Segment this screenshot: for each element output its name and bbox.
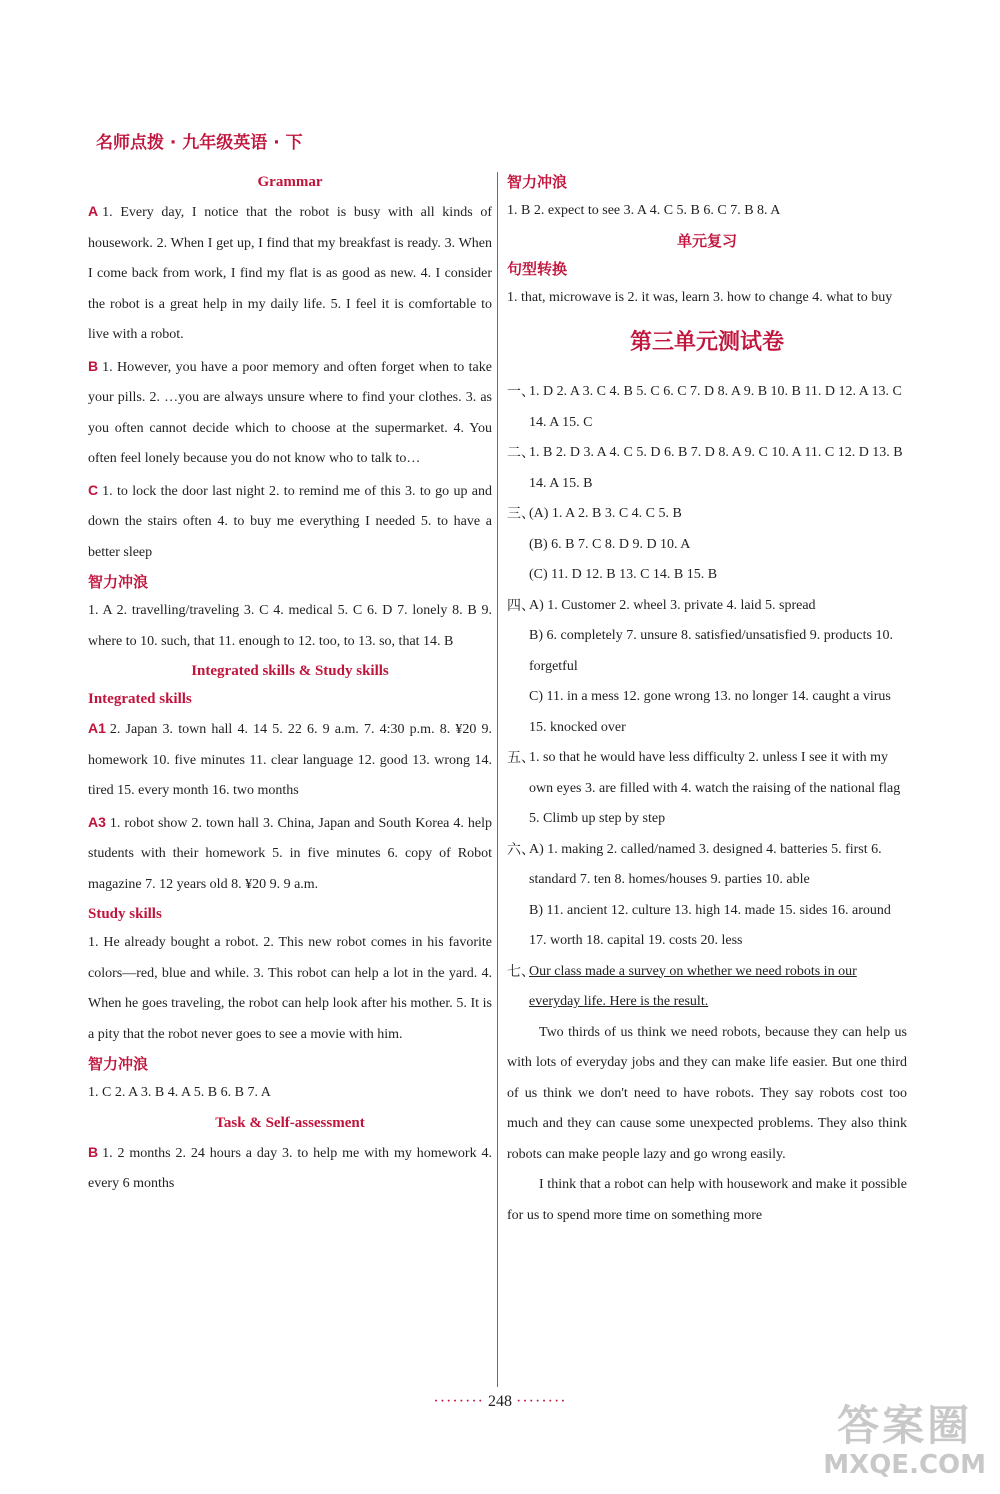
section-number: 六、 <box>507 841 535 858</box>
test-section-1 <box>507 377 907 438</box>
section-answers: 1. so that he would have less difficulty 2. unless I see it with my own eyes 3. are filled with 4. watch the raising of the national flag 5. Climb up step by step <box>529 750 901 826</box>
page-dots-left: ········ <box>433 1393 484 1410</box>
answer-text: 1. 2 months 2. 24 hours a day 3. to help me with my homework 4. every 6 months <box>88 1145 492 1191</box>
study-skills-answers: 1. He already bought a robot. 2. This new robot comes in his favorite colors—red, blue and while. 3. This robot can help a lot in the yard. 4. When he goes traveling, the robot can help look after his mother. 5. It is a pity that the robot never goes to see a movie with him. <box>88 935 492 1042</box>
section-part-a: (A) 1. A 2. B 3. C 4. C 5. B <box>529 506 682 521</box>
test-section-4 <box>507 591 907 744</box>
page-number-text: 248 <box>488 1393 512 1410</box>
test-section-7 <box>507 957 907 1018</box>
zhili-heading-1: 智力冲浪 <box>88 573 149 591</box>
section-part-b: B) 11. ancient 12. culture 13. high 14. made 15. sides 16. around 17. worth 18. capital 19. costs 20. less <box>529 902 891 948</box>
test-section-3 <box>507 499 907 591</box>
zhili-answers-3: 1. B 2. expect to see 3. A 4. C 5. B 6. C 7. B 8. A <box>507 203 781 218</box>
section-answers: 1. B 2. D 3. A 4. C 5. D 6. B 7. D 8. A 9. C 10. A 11. C 12. D 13. B 14. A 15. B <box>529 445 903 491</box>
right-column <box>507 168 907 1231</box>
section-tag: B <box>88 1143 99 1160</box>
section-part-b: B) 6. completely 7. unsure 8. satisfied/unsatisfied 9. products 10. forgetful <box>529 628 893 674</box>
section-part-c: C) 11. in a mess 12. gone wrong 13. no longer 14. caught a virus 15. knocked over <box>529 689 891 735</box>
section-part-c: (C) 11. D 12. B 13. C 14. B 15. B <box>529 567 718 582</box>
sentence-transform-heading: 句型转换 <box>507 259 568 278</box>
section-part-a: A) 1. Customer 2. wheel 3. private 4. laid 5. spread <box>529 597 816 613</box>
watermark-logo <box>823 1402 986 1480</box>
test-section-5 <box>507 743 907 835</box>
essay-paragraph-2: I think that a robot can help with housework and make it possible for us to spend more time on something more <box>507 1177 907 1223</box>
answer-text: 1. robot show 2. town hall 3. China, Japan and South Korea 4. help students with their homework 5. in five minutes 6. copy of Robot magazine 7. 12 years old 8. ¥20 9. 9 a.m. <box>88 815 492 892</box>
section-number: 七、 <box>507 963 535 980</box>
task-heading: Task & Self-assessment <box>215 1114 365 1131</box>
watermark-line-2: MXQE.COM <box>823 1450 986 1480</box>
section-tag: B <box>88 357 99 374</box>
zhili-answers-1: 1. A 2. travelling/traveling 3. C 4. medical 5. C 6. D 7. lonely 8. B 9. where to 10. such, that 11. enough to 12. too, to 13. so, that 14. B <box>88 603 492 649</box>
section-number: 二、 <box>507 445 535 461</box>
unit-test-title: 第三单元测试卷 <box>629 330 784 355</box>
section-part-a: A) 1. making 2. called/named 3. designed 4. batteries 5. first 6. standard 7. ten 8. homes/houses 9. parties 10. able <box>529 841 882 887</box>
left-column <box>88 168 492 1200</box>
integrated-skills-heading: Integrated skills <box>88 691 192 707</box>
section-tag: C <box>88 481 99 498</box>
test-section-2 <box>507 438 907 499</box>
answer-block-c <box>88 475 492 569</box>
answer-block-b <box>88 351 492 475</box>
section-answers: 1. D 2. A 3. C 4. B 5. C 6. C 7. D 8. A 9. B 10. B 11. D 12. A 13. C 14. A 15. C <box>529 384 902 430</box>
unit-review-heading: 单元复习 <box>676 231 737 250</box>
page-dots-right: ········ <box>516 1393 567 1410</box>
zhili-heading-2: 智力冲浪 <box>88 1055 149 1073</box>
task-answer-block-b <box>88 1137 492 1200</box>
column-divider <box>497 172 498 1387</box>
answer-text: 1. However, you have a poor memory and often forget when to take your pills. 2. …you are always unsure where to find your clothes. 3. as you often cannot decide which to choose at the supermarket. 4. You often feel lonely because you do not know who to talk to… <box>88 359 492 466</box>
watermark-line-1: 答案圈 <box>837 1401 973 1450</box>
essay-title: Our class made a survey on whether we need robots in our everyday life. Here is the result. <box>529 963 857 1009</box>
section-tag: A <box>88 203 99 219</box>
section-number: 五、 <box>507 750 535 766</box>
sentence-transform-answers: 1. that, microwave is 2. it was, learn 3. how to change 4. what to buy <box>507 289 893 305</box>
section-number: 一、 <box>507 384 535 400</box>
running-header: 名师点拨 · 九年级英语 · 下 <box>96 133 303 153</box>
section-part-b: (B) 6. B 7. C 8. D 9. D 10. A <box>529 536 691 552</box>
section-tag: A1 <box>88 720 106 736</box>
answer-block-a <box>88 196 492 351</box>
integrated-study-heading: Integrated skills & Study skills <box>191 663 389 679</box>
zhili-heading-3: 智力冲浪 <box>507 173 568 191</box>
test-section-6 <box>507 835 907 957</box>
answer-block-a3 <box>88 807 492 901</box>
answer-text: 2. Japan 3. town hall 4. 14 5. 22 6. 9 a.m. 7. 4:30 p.m. 8. ¥20 9. homework 10. five minutes 11. clear language 12. good 13. wrong 14. tired 15. every month 16. two months <box>88 722 492 798</box>
answer-text: 1. to lock the door last night 2. to remind me of this 3. to go up and down the stairs often 4. to buy me everything I needed 5. to have a better sleep <box>88 483 492 560</box>
study-skills-heading: Study skills <box>88 906 162 922</box>
answer-block-a1 <box>88 713 492 807</box>
essay-paragraph-1: Two thirds of us think we need robots, because they can help us with lots of everyday jobs and they can make life easier. But one third of us think we don't need to have robots. They say robots cost too much and they can cause some unexpected problems. They also think robots can make people lazy and go wrong easily. <box>507 1024 907 1162</box>
answer-text: 1. Every day, I notice that the robot is busy with all kinds of housework. 2. When I get up, I find that my breakfast is ready. 3. When I come back from work, I find my flat is as good as new. 4. I consider the robot is a great help in my daily life. 5. I feel it is comfortable to live with a robot. <box>88 205 492 342</box>
grammar-heading: Grammar <box>257 174 323 190</box>
section-number: 四、 <box>507 597 535 614</box>
zhili-answers-2: 1. C 2. A 3. B 4. A 5. B 6. B 7. A <box>88 1085 271 1100</box>
section-tag: A3 <box>88 813 106 830</box>
section-number: 三、 <box>507 506 535 522</box>
